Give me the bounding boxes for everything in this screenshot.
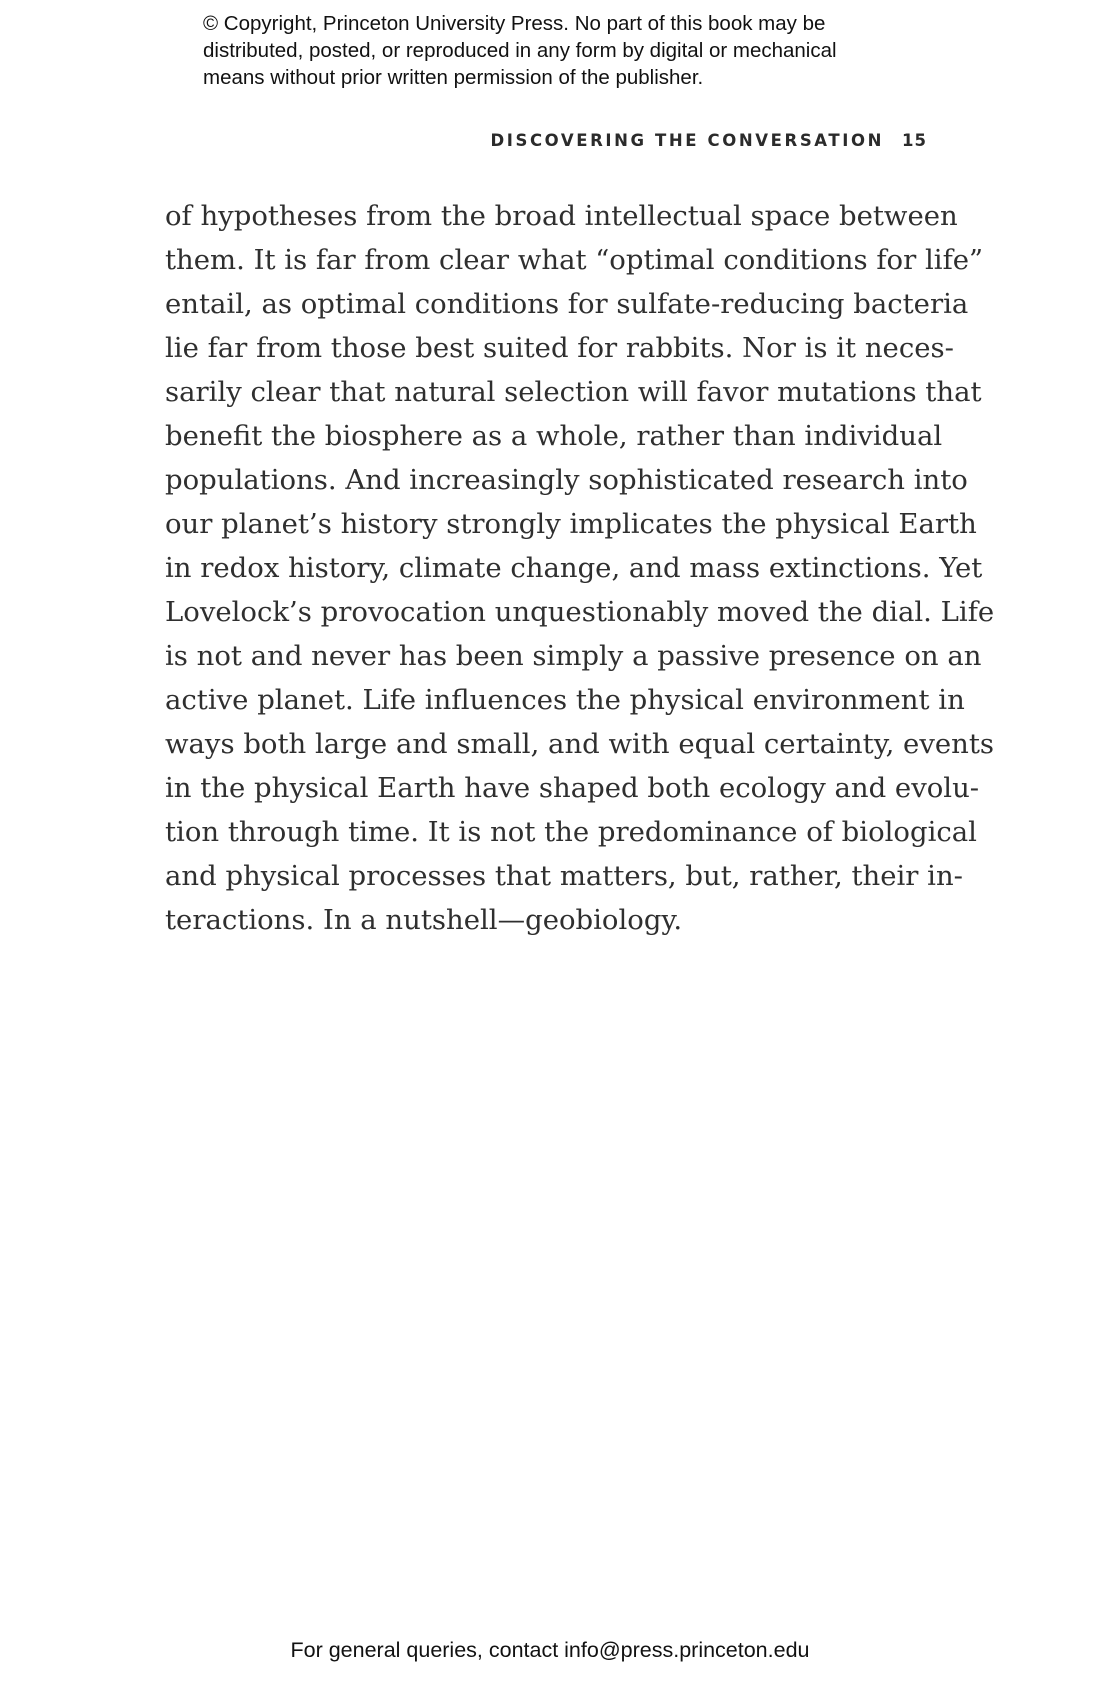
copyright-line: means without prior written permission of the publisher.	[203, 66, 704, 89]
text-line: ways both large and small, and with equal certainty, events	[165, 728, 995, 760]
text-line: populations. And increasingly sophisticated research into	[165, 464, 968, 496]
text-line: lie far from those best suited for rabbits. Nor is it neces-	[165, 332, 954, 364]
copyright-notice	[203, 10, 923, 91]
copyright-line: © Copyright, Princeton University Press. No part of this book may be	[203, 12, 826, 35]
text-line: sarily clear that natural selection will favor mutations that	[165, 376, 982, 408]
text-line: teractions. In a nutshell—geobiology.	[165, 904, 683, 936]
text-line: benefit the biosphere as a whole, rather than individual	[165, 420, 943, 452]
footer-contact: For general queries, contact info@press.princeton.edu	[290, 1638, 810, 1662]
running-head-title: DISCOVERING THE CONVERSATION	[490, 131, 885, 150]
text-line: in redox history, climate change, and mass extinctions. Yet	[165, 552, 983, 584]
text-line: Lovelock’s provocation unquestionably moved the dial. Life	[165, 596, 995, 628]
running-head	[490, 131, 927, 150]
text-line: our planet’s history strongly implicates the physical Earth	[165, 508, 977, 540]
page-number: 15	[902, 131, 927, 150]
text-line: entail, as optimal conditions for sulfate-reducing bacteria	[165, 288, 969, 320]
text-line: of hypotheses from the broad intellectual space between	[165, 200, 958, 232]
text-line: tion through time. It is not the predominance of biological	[165, 816, 977, 848]
text-line: active planet. Life influences the physical environment in	[165, 684, 965, 716]
text-line: in the physical Earth have shaped both ecology and evolu-	[165, 772, 980, 804]
body-paragraph	[165, 194, 995, 942]
text-line: is not and never has been simply a passive presence on an	[165, 640, 982, 672]
copyright-line: distributed, posted, or reproduced in any form by digital or mechanical	[203, 39, 837, 62]
text-line: them. It is far from clear what “optimal conditions for life”	[165, 244, 984, 276]
text-line: and physical processes that matters, but, rather, their in-	[165, 860, 963, 892]
